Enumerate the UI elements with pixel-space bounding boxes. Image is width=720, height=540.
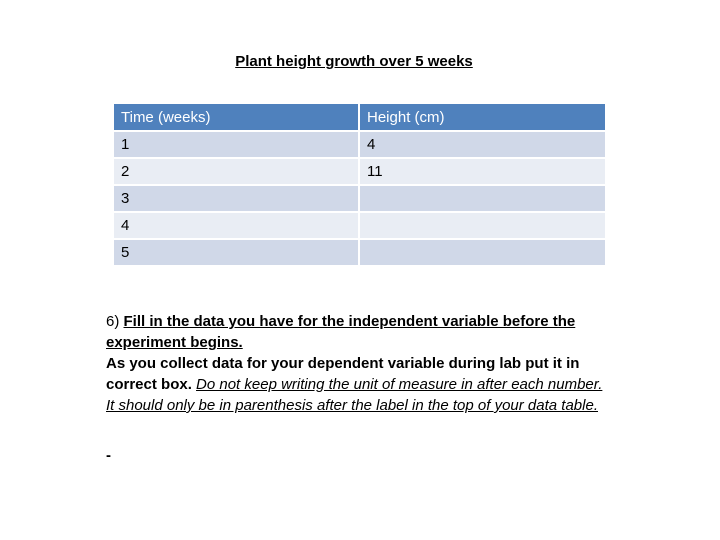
instruction-units-note: Do not keep writing the unit of measure in after each number. It should only be in parenthesis after the label in the top of your data table. (106, 376, 603, 414)
instruction-dependent-variable: As you collect data for your dependent variable during lab put it in correct box. (106, 355, 580, 393)
table-row (114, 132, 605, 157)
cell-time: 1 (114, 132, 358, 157)
header-time: Time (weeks) (114, 104, 358, 130)
trailing-mark: - (106, 447, 111, 464)
cell-height (360, 186, 605, 211)
table-row (114, 186, 605, 211)
table-header-row (114, 104, 605, 130)
instruction-independent-variable: Fill in the data you have for the independent variable before the experiment begins. (106, 313, 576, 351)
cell-time: 2 (114, 159, 358, 184)
table-row (114, 159, 605, 184)
data-table (112, 102, 607, 267)
instructions-paragraph (106, 311, 611, 416)
cell-height: 4 (360, 132, 605, 157)
header-height: Height (cm) (360, 104, 605, 130)
cell-time: 5 (114, 240, 358, 265)
table-row (114, 213, 605, 238)
table-row (114, 240, 605, 265)
cell-height: 11 (360, 159, 605, 184)
page-title: Plant height growth over 5 weeks (235, 53, 473, 70)
instruction-number: 6) (106, 313, 124, 330)
cell-height (360, 240, 605, 265)
cell-time: 4 (114, 213, 358, 238)
cell-height (360, 213, 605, 238)
cell-time: 3 (114, 186, 358, 211)
